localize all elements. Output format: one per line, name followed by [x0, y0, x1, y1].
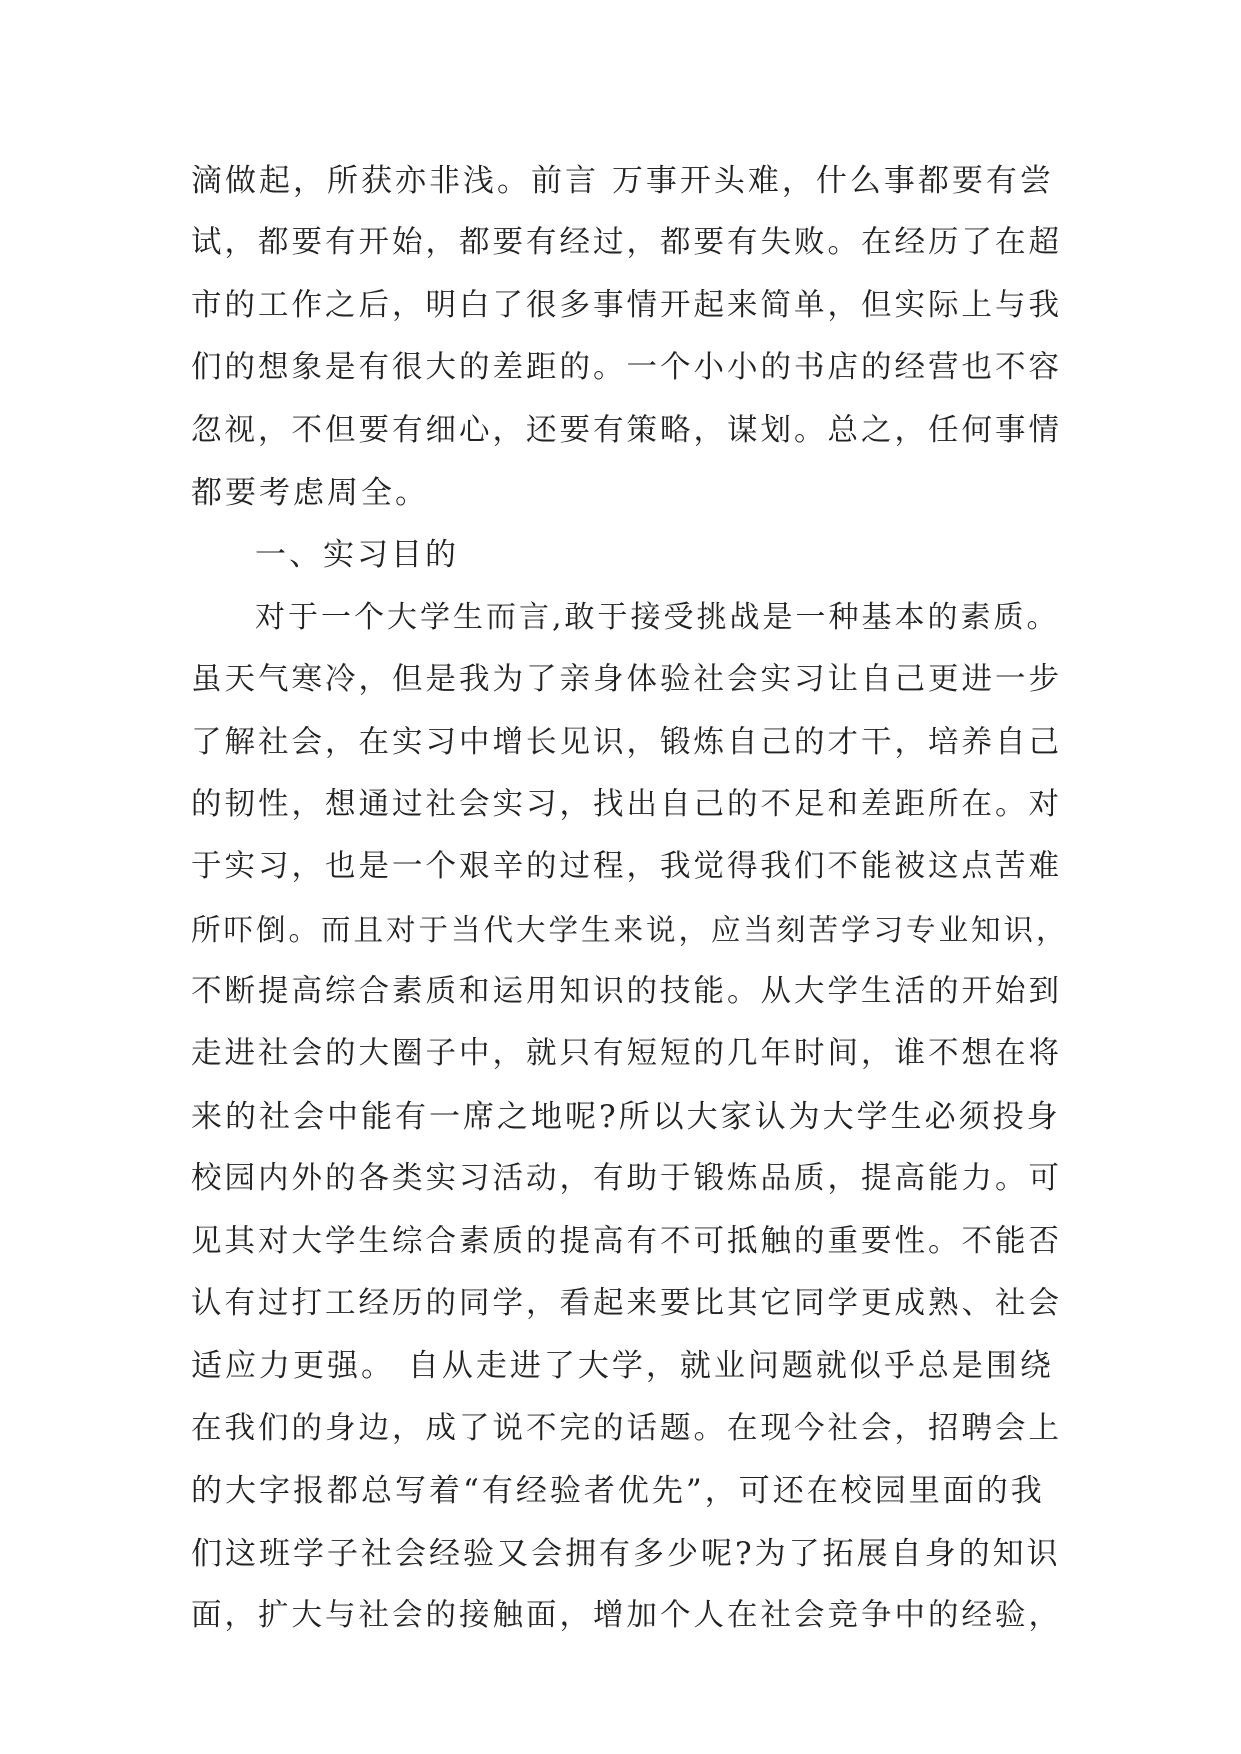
text-line: 了解社会，在实习中增长见识，锻炼自己的才干，培养自己: [191, 724, 1062, 760]
text-line: 于实习，也是一个艰辛的过程，我觉得我们不能被这点苦难: [191, 849, 1062, 885]
text-line: 面，扩大与社会的接触面，增加个人在社会竞争中的经验，: [191, 1597, 1062, 1633]
text-line: 适应力更强。 自从走进了大学，就业问题就似乎总是围绕: [191, 1348, 1054, 1385]
text-line: 市的工作之后，明白了很多事情开起来简单，但实际上与我: [191, 287, 1062, 323]
text-line: 校园内外的各类实习活动，有助于锻炼品质，提高能力。可: [191, 1161, 1062, 1197]
text-line: 们这班学子社会经验又会拥有多少呢?为了拓展自身的知识: [191, 1535, 1061, 1572]
text-line: 走进社会的大圈子中，就只有短短的几年时间，谁不想在将: [191, 1036, 1062, 1072]
text-line: 试，都要有开始，都要有经过，都要有失败。在经历了在超: [191, 225, 1062, 261]
body-text: [191, 150, 1071, 1647]
text-line: 滴做起，所获亦非浅。前言 万事开头难，什么事都要有尝: [191, 163, 1054, 199]
text-line: 忽视，不但要有细心，还要有策略，谋划。总之，任何事情: [191, 412, 1062, 448]
text-line: 的韧性，想通过社会实习，找出自己的不足和差距所在。对: [191, 786, 1062, 822]
text-line: 所吓倒。而且对于当代大学生来说，应当刻苦学习专业知识，: [191, 912, 1069, 947]
text-line: 的大字报都总写着“有经验者优先”，可还在校园里面的我: [191, 1473, 1045, 1510]
text-line: 认有过打工经历的同学，看起来要比其它同学更成熟、社会: [191, 1286, 1062, 1322]
section-heading: 一、实习目的: [255, 537, 459, 574]
text-line: 们的想象是有很大的差距的。一个小小的书店的经营也不容: [191, 350, 1062, 386]
text-line: 虽天气寒冷，但是我为了亲身体验社会实习让自己更进一步: [191, 662, 1062, 698]
text-line: 都要考虑周全。: [191, 474, 429, 511]
text-line: 见其对大学生综合素质的提高有不可抵触的重要性。不能否: [191, 1223, 1062, 1259]
text-line: 来的社会中能有一席之地呢?所以大家认为大学生必须投身: [191, 1098, 1061, 1135]
text-line: 不断提高综合素质和运用知识的技能。从大学生活的开始到: [191, 974, 1062, 1010]
paragraph-first-line: 对于一个大学生而言,敢于接受挑战是一种基本的素质。: [255, 599, 1060, 635]
text-line: 在我们的身边，成了说不完的话题。在现今社会，招聘会上: [191, 1410, 1062, 1446]
